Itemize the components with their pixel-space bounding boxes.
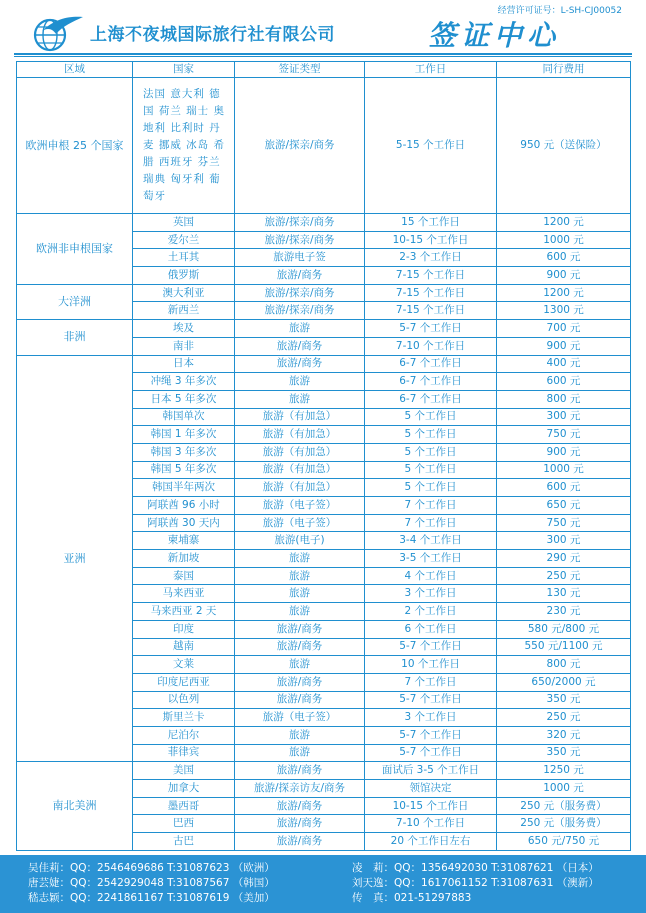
country-cell: 韩国半年两次 [133, 479, 235, 497]
column-header: 国家 [133, 62, 235, 78]
working-days-cell: 5-7 个工作日 [365, 638, 497, 656]
working-days-cell: 7-15 个工作日 [365, 302, 497, 320]
visa-type-cell: 旅游（有加急） [235, 408, 365, 426]
fee-cell: 700 元 [497, 320, 631, 338]
visa-type-cell: 旅游 [235, 726, 365, 744]
visa-type-cell: 旅游（有加急） [235, 479, 365, 497]
visa-type-cell: 旅游/商务 [235, 673, 365, 691]
country-cell: 印度尼西亚 [133, 673, 235, 691]
fee-cell: 130 元 [497, 585, 631, 603]
table-header-row [17, 62, 631, 78]
fee-cell: 230 元 [497, 603, 631, 621]
fee-cell: 250 元（服务费） [497, 797, 631, 815]
contact-footer [0, 855, 646, 913]
country-cell: 马来西亚 [133, 585, 235, 603]
visa-type-cell: 旅游 [235, 656, 365, 674]
working-days-cell: 10-15 个工作日 [365, 797, 497, 815]
working-days-cell: 3 个工作日 [365, 585, 497, 603]
country-cell: 菲律宾 [133, 744, 235, 762]
visa-type-cell: 旅游/商务 [235, 620, 365, 638]
working-days-cell: 5 个工作日 [365, 426, 497, 444]
fee-cell: 1200 元 [497, 214, 631, 232]
working-days-cell: 2-3 个工作日 [365, 249, 497, 267]
fee-cell: 550 元/1100 元 [497, 638, 631, 656]
country-cell: 巴西 [133, 815, 235, 833]
country-cell: 埃及 [133, 320, 235, 338]
visa-type-cell: 旅游/探亲/商务 [235, 284, 365, 302]
working-days-cell: 6-7 个工作日 [365, 355, 497, 373]
visa-type-cell: 旅游 [235, 603, 365, 621]
visa-type-cell: 旅游/探亲/商务 [235, 231, 365, 249]
working-days-cell: 面试后 3-5 个工作日 [365, 762, 497, 780]
country-cell: 尼泊尔 [133, 726, 235, 744]
contact-item: 唐芸婕：QQ：2542929048 T:31087567 （韩国） [28, 877, 275, 889]
fee-cell: 600 元 [497, 479, 631, 497]
country-cell: 韩国 1 年多次 [133, 426, 235, 444]
fee-cell: 400 元 [497, 355, 631, 373]
country-cell: 以色列 [133, 691, 235, 709]
working-days-cell: 5-7 个工作日 [365, 320, 497, 338]
fee-cell: 350 元 [497, 744, 631, 762]
working-days-cell: 15 个工作日 [365, 214, 497, 232]
fee-cell: 650 元/750 元 [497, 833, 631, 851]
working-days-cell: 领馆决定 [365, 780, 497, 798]
table-body [17, 78, 631, 851]
visa-type-cell: 旅游/商务 [235, 797, 365, 815]
fee-cell: 600 元 [497, 249, 631, 267]
header-divider [14, 53, 632, 55]
working-days-cell: 7 个工作日 [365, 497, 497, 515]
country-cell: 越南 [133, 638, 235, 656]
country-cell: 南非 [133, 337, 235, 355]
table-row [17, 214, 631, 232]
visa-type-cell: 旅游/探亲访友/商务 [235, 780, 365, 798]
working-days-cell: 7-10 个工作日 [365, 815, 497, 833]
fee-cell: 350 元 [497, 691, 631, 709]
working-days-cell: 4 个工作日 [365, 567, 497, 585]
visa-type-cell: 旅游/探亲/商务 [235, 78, 365, 214]
table-row [17, 284, 631, 302]
visa-type-cell: 旅游/商务 [235, 815, 365, 833]
fee-cell: 750 元 [497, 514, 631, 532]
country-cell: 冲绳 3 年多次 [133, 373, 235, 391]
working-days-cell: 7-15 个工作日 [365, 267, 497, 285]
fee-cell: 750 元 [497, 426, 631, 444]
visa-type-cell: 旅游（电子签） [235, 709, 365, 727]
fee-cell: 250 元 [497, 567, 631, 585]
contact-item: 凌 莉：QQ：1356492030 T:31087621 （日本） [352, 862, 599, 874]
working-days-cell: 7 个工作日 [365, 673, 497, 691]
visa-type-cell: 旅游 [235, 320, 365, 338]
working-days-cell: 5-7 个工作日 [365, 691, 497, 709]
country-cell: 墨西哥 [133, 797, 235, 815]
country-cell: 古巴 [133, 833, 235, 851]
visa-type-cell: 旅游/商务 [235, 833, 365, 851]
visa-type-cell: 旅游（有加急） [235, 443, 365, 461]
column-header: 工作日 [365, 62, 497, 78]
region-cell: 大洋洲 [17, 284, 133, 319]
visa-type-cell: 旅游电子签 [235, 249, 365, 267]
country-cell: 加拿大 [133, 780, 235, 798]
country-cell: 美国 [133, 762, 235, 780]
visa-type-cell: 旅游（电子签） [235, 497, 365, 515]
fee-cell: 1000 元 [497, 231, 631, 249]
country-cell: 泰国 [133, 567, 235, 585]
visa-type-cell: 旅游/商务 [235, 267, 365, 285]
working-days-cell: 7 个工作日 [365, 514, 497, 532]
country-cell: 英国 [133, 214, 235, 232]
country-cell: 俄罗斯 [133, 267, 235, 285]
fee-cell: 1300 元 [497, 302, 631, 320]
visa-type-cell: 旅游/商务 [235, 691, 365, 709]
company-name: 上海不夜城国际旅行社有限公司 [90, 25, 335, 45]
region-cell: 亚洲 [17, 355, 133, 762]
country-cell: 新加坡 [133, 550, 235, 568]
working-days-cell: 3-5 个工作日 [365, 550, 497, 568]
country-cell: 韩国单次 [133, 408, 235, 426]
license-number: 经营许可证号：L-SH-CJ00052 [497, 6, 622, 16]
country-cell: 土耳其 [133, 249, 235, 267]
fee-cell: 900 元 [497, 267, 631, 285]
fee-cell: 250 元（服务费） [497, 815, 631, 833]
country-cell: 韩国 3 年多次 [133, 443, 235, 461]
visa-type-cell: 旅游 [235, 550, 365, 568]
fee-cell: 1000 元 [497, 461, 631, 479]
fee-cell: 300 元 [497, 408, 631, 426]
visa-type-cell: 旅游 [235, 585, 365, 603]
fee-cell: 1000 元 [497, 780, 631, 798]
fee-cell: 800 元 [497, 390, 631, 408]
column-header: 区域 [17, 62, 133, 78]
fee-cell: 290 元 [497, 550, 631, 568]
country-cell: 澳大利亚 [133, 284, 235, 302]
visa-price-table [16, 61, 631, 851]
working-days-cell: 5 个工作日 [365, 479, 497, 497]
region-cell: 欧洲申根 25 个国家 [17, 78, 133, 214]
working-days-cell: 6-7 个工作日 [365, 390, 497, 408]
visa-type-cell: 旅游/商务 [235, 762, 365, 780]
visa-type-cell: 旅游（有加急） [235, 461, 365, 479]
country-cell: 斯里兰卡 [133, 709, 235, 727]
country-cell: 阿联酋 30 天内 [133, 514, 235, 532]
working-days-cell: 5 个工作日 [365, 461, 497, 479]
country-cell: 印度 [133, 620, 235, 638]
table-row [17, 78, 631, 214]
region-cell: 南北美洲 [17, 762, 133, 851]
working-days-cell: 3 个工作日 [365, 709, 497, 727]
contact-item: 嵇志颖：QQ：2241861167 T:31087619 （美加） [28, 892, 275, 904]
region-cell: 欧洲非申根国家 [17, 214, 133, 285]
contact-item: 吴佳莉：QQ：2546469686 T:31087623 （欧洲） [28, 862, 275, 874]
column-header: 签证类型 [235, 62, 365, 78]
fee-cell: 650 元 [497, 497, 631, 515]
visa-type-cell: 旅游/探亲/商务 [235, 214, 365, 232]
visa-type-cell: 旅游/探亲/商务 [235, 302, 365, 320]
header-divider-thin [14, 56, 632, 57]
country-cell: 马来西亚 2 天 [133, 603, 235, 621]
country-cell: 文莱 [133, 656, 235, 674]
table-row [17, 320, 631, 338]
country-cell: 阿联酋 96 小时 [133, 497, 235, 515]
fee-cell: 800 元 [497, 656, 631, 674]
fee-cell: 300 元 [497, 532, 631, 550]
visa-type-cell: 旅游/商务 [235, 337, 365, 355]
working-days-cell: 6-7 个工作日 [365, 373, 497, 391]
country-cell: 韩国 5 年多次 [133, 461, 235, 479]
working-days-cell: 7-10 个工作日 [365, 337, 497, 355]
country-cell: 爱尔兰 [133, 231, 235, 249]
working-days-cell: 7-15 个工作日 [365, 284, 497, 302]
visa-type-cell: 旅游（电子签） [235, 514, 365, 532]
contact-item: 刘天逸：QQ：1617061152 T:31087631 （澳新） [352, 877, 599, 889]
visa-type-cell: 旅游 [235, 744, 365, 762]
country-cell: 日本 5 年多次 [133, 390, 235, 408]
country-cell: 柬埔寨 [133, 532, 235, 550]
working-days-cell: 2 个工作日 [365, 603, 497, 621]
working-days-cell: 10 个工作日 [365, 656, 497, 674]
fee-cell: 650/2000 元 [497, 673, 631, 691]
country-cell: 法国 意大利 德国 荷兰 瑞士 奥地利 比利时 丹麦 挪威 冰岛 希腊 西班牙 芬兰 瑞典 匈牙利 葡萄牙 [133, 78, 235, 214]
globe-bird-logo-icon [30, 14, 84, 52]
working-days-cell: 5-15 个工作日 [365, 78, 497, 214]
working-days-cell: 6 个工作日 [365, 620, 497, 638]
working-days-cell: 5-7 个工作日 [365, 726, 497, 744]
visa-type-cell: 旅游 [235, 567, 365, 585]
fax-number: 传 真：021-51297883 [352, 892, 472, 904]
fee-cell: 250 元 [497, 709, 631, 727]
region-cell: 非洲 [17, 320, 133, 355]
working-days-cell: 5 个工作日 [365, 443, 497, 461]
working-days-cell: 10-15 个工作日 [365, 231, 497, 249]
visa-type-cell: 旅游 [235, 390, 365, 408]
header [0, 0, 646, 58]
fee-cell: 1250 元 [497, 762, 631, 780]
page-title: 签证中心 [428, 19, 561, 52]
visa-type-cell: 旅游 [235, 373, 365, 391]
visa-type-cell: 旅游(电子) [235, 532, 365, 550]
working-days-cell: 3-4 个工作日 [365, 532, 497, 550]
country-cell: 新西兰 [133, 302, 235, 320]
fee-cell: 900 元 [497, 443, 631, 461]
fee-cell: 580 元/800 元 [497, 620, 631, 638]
table-row [17, 762, 631, 780]
fee-cell: 600 元 [497, 373, 631, 391]
column-header: 同行费用 [497, 62, 631, 78]
visa-type-cell: 旅游/商务 [235, 355, 365, 373]
fee-cell: 1200 元 [497, 284, 631, 302]
visa-type-cell: 旅游/商务 [235, 638, 365, 656]
table-row [17, 355, 631, 373]
country-cell: 日本 [133, 355, 235, 373]
fee-cell: 900 元 [497, 337, 631, 355]
fee-cell: 320 元 [497, 726, 631, 744]
working-days-cell: 5-7 个工作日 [365, 744, 497, 762]
visa-type-cell: 旅游（有加急） [235, 426, 365, 444]
working-days-cell: 20 个工作日左右 [365, 833, 497, 851]
fee-cell: 950 元（送保险） [497, 78, 631, 214]
working-days-cell: 5 个工作日 [365, 408, 497, 426]
